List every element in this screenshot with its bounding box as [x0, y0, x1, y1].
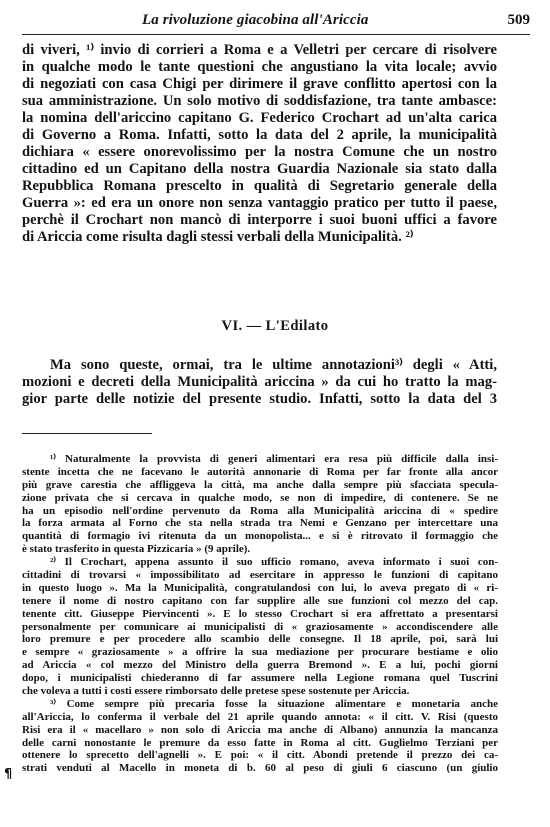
- body-line: mozioni e decreti della Municipalità ariccina » da cui ho tratto la mag-: [22, 374, 497, 390]
- footnote-line: dopo, i municipalisti chiederanno di far assumere nella Legione romana quel Tuscrini: [22, 672, 498, 685]
- footnote-line: ha un episodio nell'ordine pervenuto da Roma alla Municipalità ariccina di « spedire: [22, 504, 498, 517]
- body-line: perchè il Crochart non mancò di interporre i suoi buoni uffici a favore: [22, 212, 497, 228]
- footnote-line: strati venduti al Macello in moneta di b. 60 al peso di giuli 6 ciascuno (un giulio: [22, 762, 498, 775]
- section-heading: VI. — L'Edilato: [221, 318, 329, 334]
- footnote-line: stente incetta che ne facevano le autorità annonarie di Roma per far fronte alla ancor: [22, 465, 498, 478]
- body-line: cittadino ed un Capitano della nostra Guardia Nazionale sia stato dalla: [22, 161, 497, 177]
- running-title: La rivoluzione giacobina all'Ariccia: [142, 12, 369, 28]
- footnote-line: ¹⁾ Naturalmente la provvista di generi alimentari era resa più difficile dalla insi-: [50, 453, 498, 465]
- paragraph-1: [22, 42, 497, 246]
- footnote-line: ottenere lo sprecetto dell'agnelli ». E poi: « il citt. Abondi pretende il prezzo dei ca-: [22, 749, 498, 762]
- footnote-line: più grave carestia che affliggeva la città, ma anche dalla sempre più sfacciata specula-: [22, 478, 498, 491]
- footnotes: [22, 453, 498, 775]
- body-line: sua amministrazione. Un solo motivo di soddisfazione, tra tante ambasce:: [22, 93, 497, 109]
- body-line: in qualche modo le tante questioni che angustiano la vita locale; avvio: [22, 59, 497, 75]
- footnote-rule: [22, 433, 152, 434]
- footnote-line: delle carni nonostante le premure da esso fatte in Roma al citt. Guglielmo Terziani per: [22, 736, 498, 749]
- footnote-line: ²⁾ Il Crochart, appena assunto il suo ufficio romano, aveva informato i suoi con-: [50, 556, 498, 569]
- footnote-line: loro premure e per procedere allo scambio delle consegne. Il 18 aprile, poi, sarà lui: [22, 633, 498, 646]
- margin-mark: ¶: [4, 767, 13, 782]
- footnote-line: tenente citt. Giuseppe Piervincenti ». E lo stesso Crochart si era affrettato a presentarsi: [22, 607, 498, 620]
- footnote-line: cittadini di trovarsi « impossibilitato ad esercitare in appresso le funzioni di capitano: [22, 569, 498, 582]
- body-line: gior parte delle notizie del presente studio. Infatti, sotto la data del 3: [22, 391, 497, 407]
- footnote-line: all'Ariccia, lo conferma il verbale del 21 aprile quando annota: « il citt. V. Risi (questo: [22, 710, 498, 723]
- footnote-line: è stato trasferito in questa Pizzicaria » (9 aprile).: [22, 543, 251, 556]
- paragraph-2: [22, 357, 497, 408]
- footnote-line: ad Ariccia « col mezzo del Ministro della guerra Bremond ». E a lui, pochi giorni: [22, 659, 498, 672]
- footnote-line: che voleva a tutti i costi essere rimborsato delle pretese spese sostenute per Ariccia.: [22, 685, 410, 698]
- running-header: [22, 12, 530, 34]
- body-line: Guerra »: ed era un onore non senza vantaggio pratico per tutto il paese,: [22, 195, 497, 211]
- body-line: di Ariccia come risulta dagli stessi verbali della Municipalità. ²⁾: [22, 229, 414, 245]
- page-number: 509: [507, 12, 530, 28]
- footnote-line: e sempre « graziosamente » a offrire la sua mediazione per procurare bestiame e olio: [22, 646, 498, 659]
- body-line: Ma sono queste, ormai, tra le ultime annotazioni³⁾ degli « Atti,: [50, 357, 497, 373]
- body-line: Repubblica Romana prescelto in qualità di Segretario generale della: [22, 178, 497, 194]
- footnote-line: tenere il nome di nostro capitano con far supplire alle sue funzioni col mezzo del cap.: [22, 594, 498, 607]
- footnote-line: la forza armata al Forno che sta nella strada tra Nemi e Genzano per intercettare una: [22, 517, 498, 530]
- footnote-line: in questo luogo ». Ma la Municipalità, congratulandosi con lui, lo aveva pregato di « ri-: [22, 581, 498, 594]
- footnote-line: zione privata che si cercava in qualche modo, se non di impedire, di contenere. Se ne: [22, 491, 498, 504]
- body-line: di negoziati con casa Chigi per dirimere il grave conflitto apertosi con la: [22, 76, 497, 92]
- body-line: di Governo a Roma. Infatti, sotto la data del 2 aprile, la municipalità: [22, 127, 497, 143]
- footnote-line: personalmente per comunicare ai municipalisti di « graziosamente » accondiscendere alle: [22, 620, 498, 633]
- body-line: la nomina dell'ariccino capitano G. Federico Crochart ad un'alta carica: [22, 110, 497, 126]
- footnote-line: Risi era il « macellaro » non solo di Ariccia ma anche di Albano) annunzia la mancanza: [22, 723, 498, 736]
- body-line: di viveri, ¹⁾ invio di corrieri a Roma e a Velletri per cercare di risolvere: [22, 42, 497, 58]
- body-line: dichiara « essere onorevolissimo per la nostra Comune che un nostro: [22, 144, 497, 160]
- footnote-line: ³⁾ Come sempre più precaria fosse la situazione alimentare e monetaria anche: [50, 697, 498, 710]
- footnote-line: quantità di formagio ivi ritenuta da un monopolista... e si è ritrovato il formaggio che: [22, 530, 498, 543]
- header-rule: [22, 34, 530, 35]
